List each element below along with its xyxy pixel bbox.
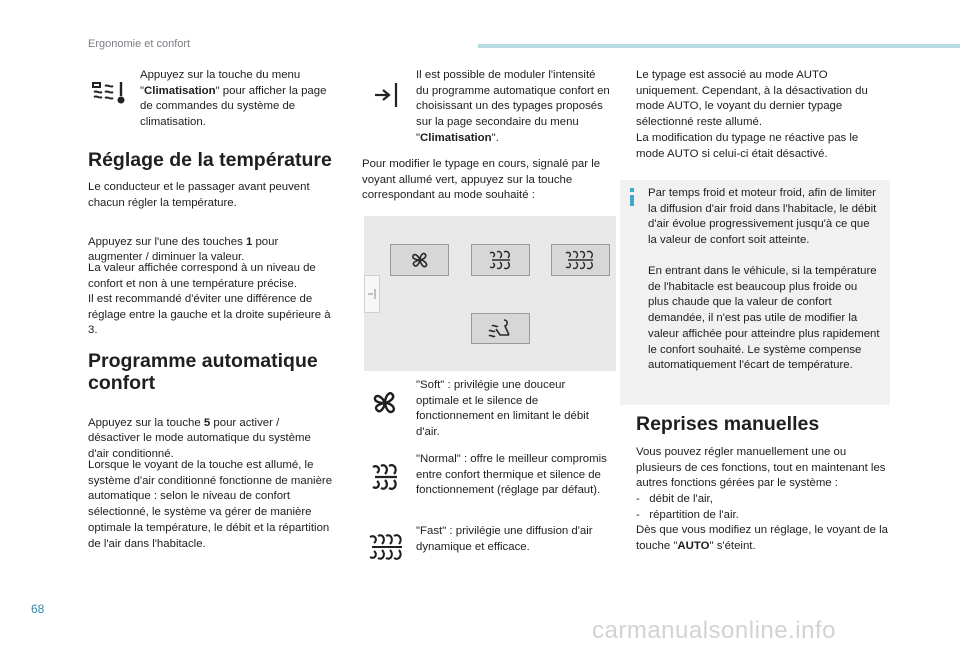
fan-soft-icon	[408, 249, 432, 271]
fan-normal-icon	[368, 462, 404, 492]
fan-normal-button[interactable]	[471, 244, 530, 276]
screen-page-tab[interactable]	[364, 275, 380, 313]
section-header: Ergonomie et confort	[88, 38, 191, 50]
fan-normal-icon	[484, 249, 518, 271]
typing-auto-note: Le typage est associé au mode AUTO uniquement. Cependant, à la désactivation du mode AUTO, le voyant du dernier typage sélectionné reste allumé.	[636, 69, 868, 129]
fan-fast-icon	[561, 249, 601, 271]
list-item: - répartition de l'air.	[636, 509, 739, 521]
normal-mode-description: "Normal" : offre le meilleur compromis entre confort thermique et silence de fonctionnement (réglage par défaut).	[416, 453, 607, 497]
typing-intro: Il est possible de moduler l'intensité du programme automatique confort en choisissant un des typages proposés sur la page secondaire du menu "Climatisation".	[416, 69, 610, 144]
seat-heating-button[interactable]	[471, 313, 530, 344]
info-cabin-temperature: En entrant dans le véhicule, si la température de l'habitacle est beaucoup plus froide ou plus chaude que la valeur de confort demandée, il n'est pas utile de modifier la valeur affichée pour atteindre plus rapidement le confort souhaité. Le système compense automatiquement l'écart de température.	[648, 265, 880, 372]
auto-program-heading: Programme automatique confort	[88, 350, 318, 394]
temperature-value-note: La valeur affichée correspond à un niveau de confort et non à une température précise.	[88, 262, 316, 290]
manual-override-heading: Reprises manuelles	[636, 413, 820, 435]
page-number: 68	[31, 602, 45, 616]
fast-mode-description: "Fast" : privilégie une diffusion d'air dynamique et efficace.	[416, 525, 593, 553]
soft-mode-description: "Soft" : privilégie une douceur optimale et le silence de fonctionnement en limitant le débit d'air.	[416, 379, 589, 439]
secondary-page-icon	[372, 82, 400, 108]
climate-menu-icon	[92, 80, 126, 106]
seat-airflow-icon	[486, 317, 516, 341]
fan-soft-button[interactable]	[390, 244, 449, 276]
auto-program-description: Lorsque le voyant de la touche est allumé, le système d'air conditionné fonctionne de manière automatique : selon le niveau de confort sélectionné, le système va gérer de manière optimale la température, le débit et la répartition de l'air dans l'habitacle.	[88, 459, 333, 550]
list-item: - débit de l'air,	[636, 493, 713, 505]
info-cold-weather: Par temps froid et moteur froid, afin de limiter la diffusion d'air froid dans l'habitacle, le débit d'air évolue progressivement jusqu'à ce que la valeur de confort soit atteinte.	[648, 187, 877, 247]
watermark: carmanualsonline.info	[592, 617, 836, 644]
temperature-intro: Le conducteur et le passager avant peuvent chacun régler la température.	[88, 181, 310, 209]
typing-reactivation-note: La modification du typage ne réactive pas le mode AUTO si celui-ci était désactivé.	[636, 132, 859, 160]
climate-screen-panel	[364, 216, 616, 371]
header-divider	[478, 44, 960, 48]
typing-instruction: Pour modifier le typage en cours, signalé par le voyant allumé vert, appuyez sur la touche correspondant au mode souhaité :	[362, 158, 601, 202]
manual-override-intro: Vous pouvez régler manuellement une ou plusieurs de ces fonctions, tout en maintenant les autres fonctions gérées par le système :	[636, 446, 886, 490]
temperature-bullet: Appuyez sur l'une des touches 1 pour augmenter / diminuer la valeur.	[88, 235, 279, 264]
fan-fast-button[interactable]	[551, 244, 610, 276]
fan-soft-icon	[370, 388, 400, 418]
page-arrow-icon	[367, 288, 377, 300]
fan-fast-icon	[366, 532, 408, 562]
temperature-difference-note: Il est recommandé d'éviter une différence de réglage entre la gauche et la droite supérieure à 3.	[88, 293, 331, 337]
auto-bullet: Appuyez sur la touche 5 pour activer / désactiver le mode automatique du système d'air conditionné.	[88, 416, 311, 461]
temperature-heading: Réglage de la température	[88, 149, 332, 171]
auto-off-note: Dès que vous modifiez un réglage, le voyant de la touche "AUTO" s'éteint.	[636, 524, 889, 552]
climate-menu-instruction: Appuyez sur la touche du menu "Climatisation" pour afficher la page de commandes du système de climatisation.	[140, 69, 327, 129]
info-icon	[630, 188, 634, 206]
